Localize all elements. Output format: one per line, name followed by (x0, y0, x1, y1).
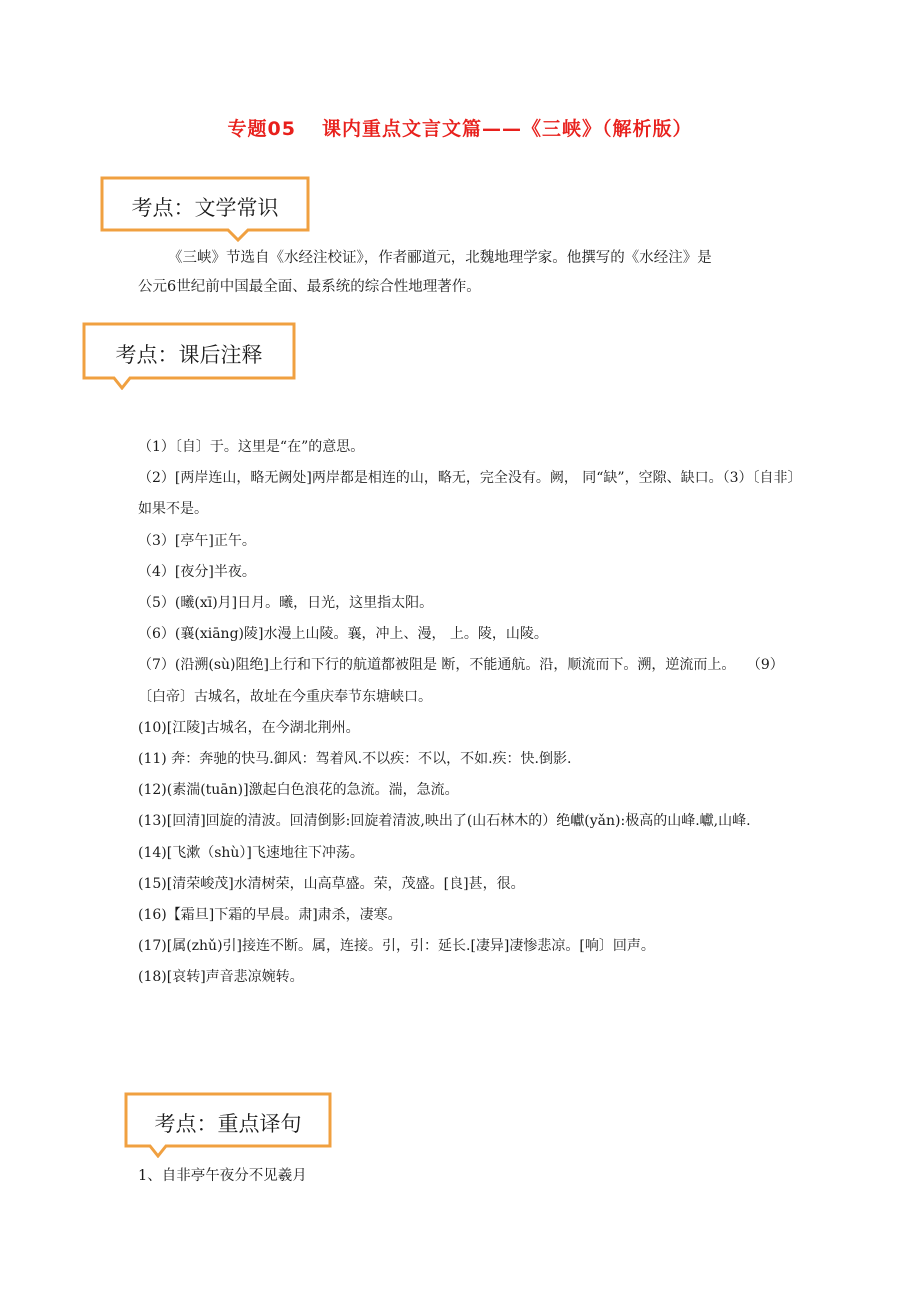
note-item: (10)[江陵]古城名，在今湖北荆州。 (138, 719, 360, 736)
title-text: 课内重点文言文篇——《三峡》（解析版） (321, 118, 693, 140)
literature-line-1: 《三峡》节选自《水经注校证》，作者郦道元，北魏地理学家。他撰写的《水经注》是 (168, 250, 712, 266)
note-item: (14)[飞漱（shù）]飞速地往下冲荡。 (138, 844, 364, 861)
note-item: (18)[哀转]声音悲凉婉转。 (138, 969, 304, 986)
note-item: （5）(曦(xī)月]日月。曦，日光，这里指太阳。 (138, 595, 434, 612)
section-title-literature: 考点：文学常识 (131, 196, 279, 220)
section-badge-translation (124, 1092, 332, 1158)
note-item: （6）(襄(xiāng)陵]水漫上山陵。襄，冲上、漫， 上。陵，山陵。 (138, 626, 548, 643)
section-badge-literature (100, 176, 310, 242)
literature-paragraph (138, 244, 798, 302)
notes-list (138, 432, 798, 994)
note-item: (16)【霜旦]下霜的早晨。肃]肃杀，凄寒。 (138, 907, 402, 924)
note-item: （7）(沿溯(sù)阻绝]上行和下行的航道都被阻是 断，不能通航。沿，顺流而下。溯，逆流而上。 （9）〔白帝〕古城名，故址在今重庆奉节东塘峡口。 (138, 657, 784, 705)
note-item: （4）[夜分]半夜。 (138, 563, 256, 580)
section-title-translation: 考点：重点译句 (154, 1112, 302, 1136)
note-item: （2）[两岸连山，略无阙处]两岸都是相连的山，略无，完全没有。阙， 同“缺”，空隙、缺口。（3）〔自非〕如果不是。 (138, 470, 795, 518)
section-badge-notes (82, 322, 296, 390)
note-item: (17)[属(zhǔ)引]接连不断。属，连接。引，引：延长.[凄异]凄惨悲凉。[响〕回声。 (138, 938, 655, 955)
literature-line-2: 公元6世纪前中国最全面、最系统的综合性地理著作。 (138, 279, 481, 295)
section-title-notes: 考点：课后注释 (115, 343, 263, 367)
note-item: （3）[亭午]正午。 (138, 532, 256, 549)
note-item: (12)(素湍(tuān)]激起白色浪花的急流。湍，急流。 (138, 782, 459, 799)
key-sentence-1: 1、自非亭午夜分不见羲月 (138, 1168, 307, 1184)
page-title (0, 114, 920, 141)
title-number: 专题05 (227, 118, 296, 140)
note-item: (11) 奔：奔驰的快马.御风：驾着风.不以疾：不以，不如.疾：快.倒影. (138, 751, 572, 768)
note-item: (15)[清荣峻茂]水清树荣，山高草盛。荣，茂盛。[良]甚，很。 (138, 875, 525, 892)
note-item: (13)[回清]回旋的清波。回清倒影:回旋着清波,映出了(山石林木的）绝巘(yǎn):极高的山峰.巘,山峰. (138, 813, 751, 830)
note-item: （1）〔自〕于。这里是“在”的意思。 (138, 439, 365, 455)
